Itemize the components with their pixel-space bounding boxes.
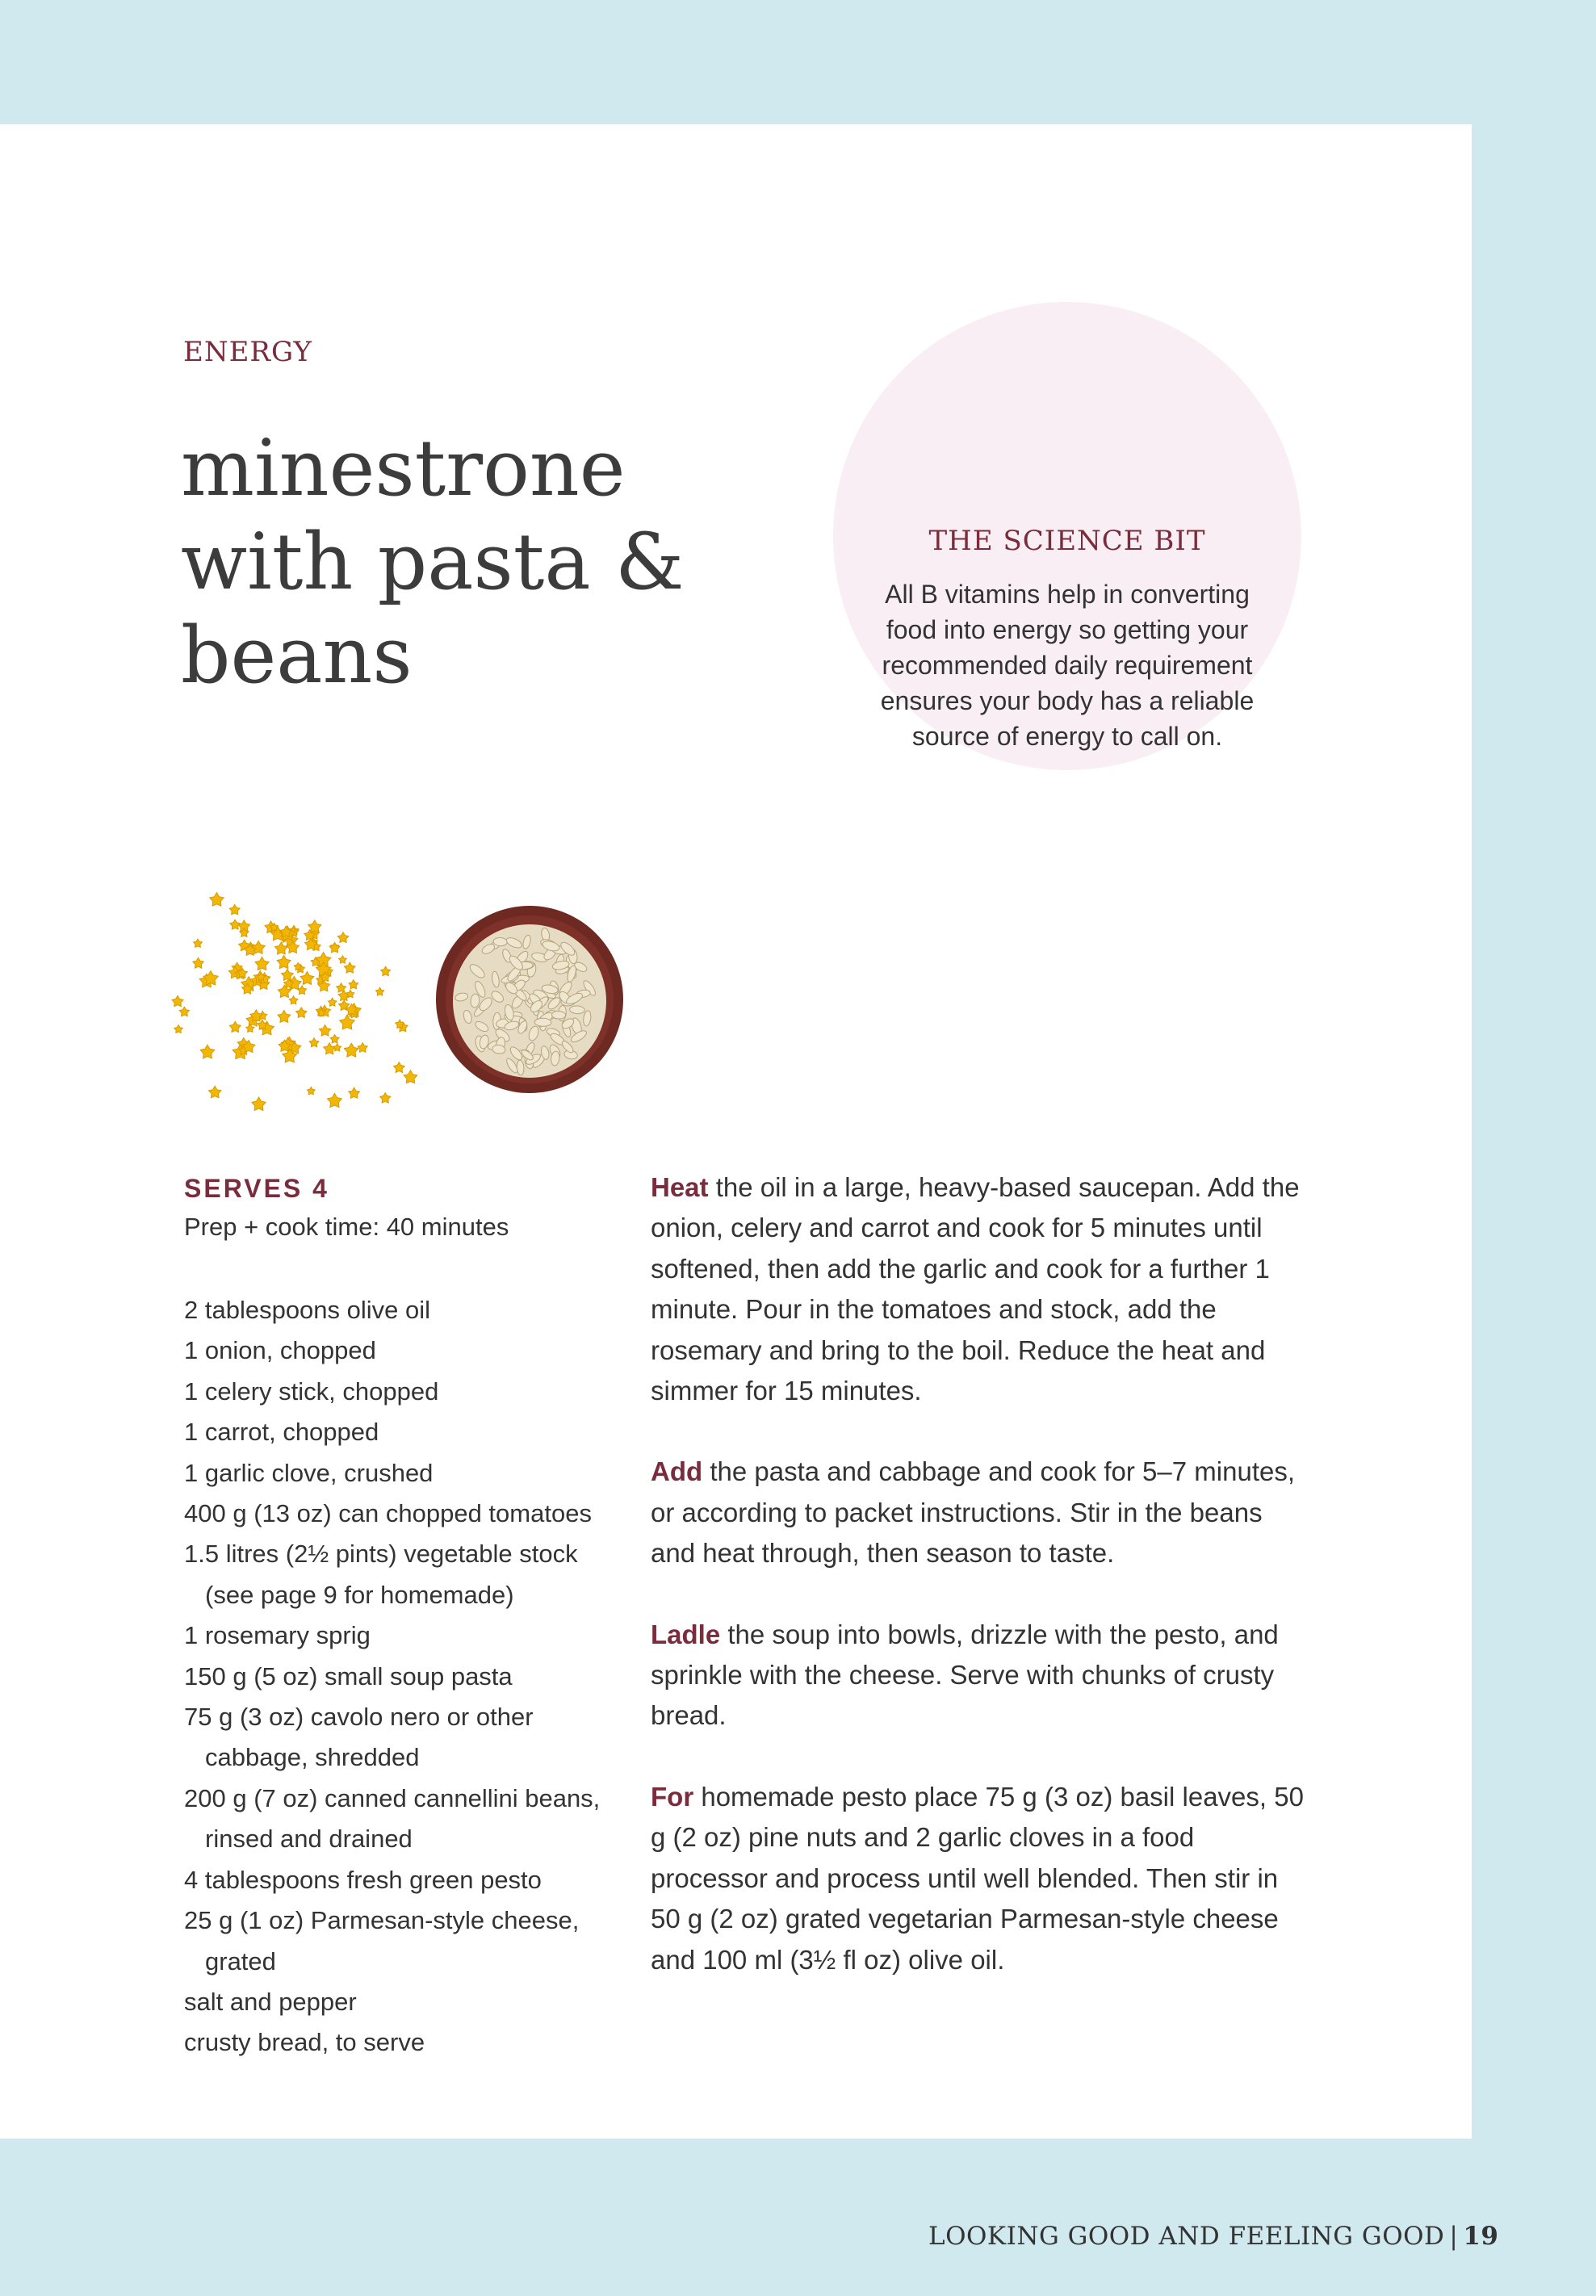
ingredient-item: 200 g (7 oz) canned cannellini beans, rinsed and drained (184, 1783, 601, 1854)
method-step-text: the oil in a large, heavy-based saucepan. Add the onion, celery and carrot and cook for 5 minutes until softened, then add the garlic and cook for a further 1 minute. Pour in the tomatoes and stock, add the rosemary and bring to the boil. Reduce the heat and simmer for 15 minutes. (651, 1172, 1300, 1406)
pasta-star (358, 1043, 367, 1053)
pasta-star (252, 1097, 266, 1111)
pasta-star (344, 962, 355, 973)
pasta-star (328, 1093, 342, 1107)
pasta-star (289, 996, 298, 1004)
bean (551, 1011, 565, 1019)
pasta-star (330, 1035, 339, 1043)
recipe-title: minestrone with pasta & beans (181, 423, 685, 701)
pasta-star (333, 1044, 341, 1051)
method-step-text: the pasta and cabbage and cook for 5–7 minutes, or according to packet instructions. Stir in the beans and heat through, then season to taste. (651, 1456, 1296, 1569)
ingredient-item: salt and pepper (184, 1987, 357, 2016)
pasta-star (339, 956, 347, 963)
science-bit-circle (833, 302, 1301, 770)
method-step (651, 1452, 1313, 1573)
pasta-stars-image (161, 891, 420, 1117)
pasta-star (277, 955, 291, 968)
pasta-star (282, 969, 294, 980)
pasta-star (375, 987, 383, 995)
pasta-star (229, 905, 240, 915)
page-number: 19 (1463, 2222, 1499, 2251)
ingredient-item: 1 garlic clove, crushed (184, 1458, 434, 1487)
pasta-star (337, 932, 348, 943)
pasta-star (174, 1025, 183, 1033)
pasta-star (394, 1062, 405, 1073)
page-footer (928, 2222, 1498, 2251)
pasta-star (194, 939, 203, 947)
ingredients-list (184, 1290, 604, 2063)
ingredient-item: 150 g (5 oz) small soup pasta (184, 1661, 513, 1691)
category-label: ENERGY (183, 336, 312, 368)
pasta-star (324, 1043, 336, 1054)
pasta-star (296, 1008, 307, 1018)
pasta-star (329, 943, 340, 953)
ingredient-item: 4 tablespoons fresh green pesto (184, 1865, 542, 1894)
method-step (651, 1615, 1313, 1737)
method-step (651, 1777, 1313, 1980)
pasta-star (349, 1087, 360, 1098)
serves-label: SERVES 4 (184, 1174, 329, 1203)
pasta-star (349, 980, 358, 989)
pasta-star (209, 1086, 221, 1098)
beans-bowl-image (434, 904, 625, 1095)
science-bit-text: All B vitamins help in converting food into energy so getting your recommended daily requirement ensures your body has a reliable source of energy to call on. (880, 580, 1255, 751)
pasta-star (308, 1087, 316, 1095)
ingredient-item: 25 g (1 oz) Parmesan-style cheese, grated (184, 1906, 580, 1975)
pasta-star (252, 941, 266, 954)
pasta-star (380, 1093, 391, 1104)
prep-time: Prep + cook time: 40 minutes (184, 1213, 509, 1241)
pasta-star (179, 1007, 189, 1016)
method-step-text: the soup into bowls, drizzle with the pesto, and sprinkle with the cheese. Serve with chunks of crusty bread. (651, 1619, 1279, 1731)
bean (534, 1018, 551, 1026)
pasta-star (329, 998, 337, 1006)
pasta-star (300, 972, 314, 985)
pasta-star (344, 1043, 358, 1057)
method-step (651, 1167, 1313, 1411)
pasta-star (210, 893, 224, 907)
pasta-star (404, 1070, 417, 1083)
pasta-stars (172, 893, 417, 1111)
pasta-star (320, 1025, 331, 1037)
pasta-star (172, 995, 183, 1006)
ingredient-item: 75 g (3 oz) cavolo nero or other cabbage, shredded (184, 1703, 534, 1772)
science-bit-heading: THE SCIENCE BIT (928, 525, 1206, 557)
method-section (651, 1167, 1313, 2021)
pasta-star (255, 957, 269, 970)
ingredient-item: crusty bread, to serve (184, 2028, 425, 2057)
ingredient-item: 400 g (13 oz) can chopped tomatoes (184, 1499, 592, 1528)
method-step-lead: Ladle (651, 1619, 721, 1649)
ingredient-item: 1 onion, chopped (184, 1336, 376, 1365)
page (0, 124, 1472, 2139)
pasta-star (278, 1011, 291, 1023)
footer-separator: | (1449, 2222, 1459, 2251)
pasta-star (275, 942, 288, 954)
method-step-lead: Heat (651, 1172, 709, 1202)
pasta-star (193, 957, 204, 968)
pasta-star (200, 1045, 215, 1058)
pasta-star (309, 1038, 319, 1047)
method-step-text: homemade pesto place 75 g (3 oz) basil leaves, 50 g (2 oz) pine nuts and 2 garlic cloves in a food processor and process until well blended. Then stir in 50 g (2 oz) grated vegetarian Parmesan-style cheese and 100 ml (3½ fl oz) olive oil. (651, 1781, 1304, 1975)
pasta-star (229, 1021, 241, 1032)
method-step-lead: Add (651, 1456, 703, 1487)
ingredient-item: 1 celery stick, chopped (184, 1376, 439, 1406)
ingredient-item: 1 rosemary sprig (184, 1621, 371, 1650)
pasta-star (246, 1024, 254, 1033)
pasta-star (230, 920, 241, 929)
method-step-lead: For (651, 1781, 694, 1812)
footer-section-title: LOOKING GOOD AND FEELING GOOD (928, 2222, 1445, 2251)
ingredient-item: 2 tablespoons olive oil (184, 1296, 431, 1324)
pasta-star (381, 966, 391, 975)
ingredient-item: 1.5 litres (2½ pints) vegetable stock (see page 9 for homemade) (184, 1540, 578, 1609)
ingredient-item: 1 carrot, chopped (184, 1418, 379, 1447)
